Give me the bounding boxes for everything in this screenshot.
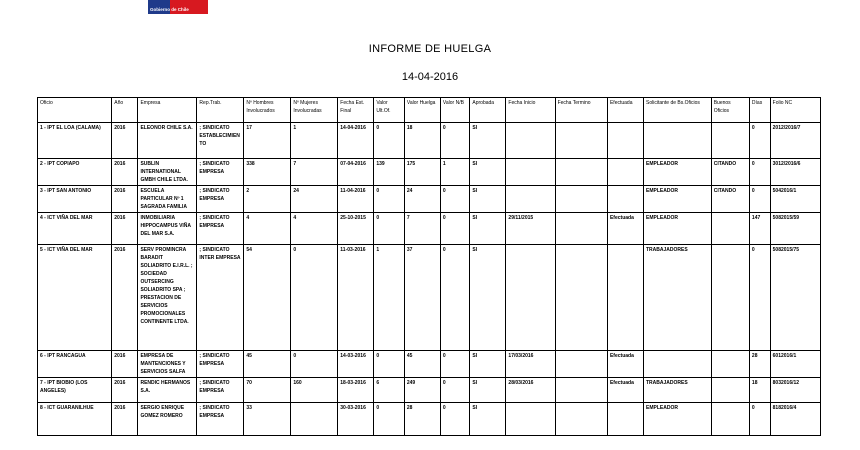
cell-solicitante [644,123,712,159]
table-header-row [38,98,821,123]
cell-rep-trab: ; SINDICATO EMPRESA [197,403,244,436]
cell-valor-ult: 1 [374,245,405,351]
cell-buenos-oficios [711,123,749,159]
cell-fecha-inicio [506,123,555,159]
cell-dias: 0 [749,159,770,186]
cell-buenos-oficios [711,351,749,378]
cell-rep-trab: ; SINDICATO ESTABLECIMIENTO [197,123,244,159]
cell-rep-trab: ; SINDICATO EMPRESA [197,213,244,245]
cell-fecha-inicio: 17/03/2016 [506,351,555,378]
cell-valor-huelga: 28 [404,403,440,436]
col-header-buenos-oficios: Buenos Oficios [711,98,749,123]
cell-fecha-est: 14-03-2016 [338,351,374,378]
cell-efectuada: Efectuada [607,213,643,245]
cell-valor-ult: 0 [374,403,405,436]
cell-oficio: 8 - ICT GUARANILHUE [38,403,112,436]
cell-aprobada: SI [470,186,506,213]
cell-solicitante: EMPLEADOR [644,159,712,186]
col-header-aprobada: Aprobada [470,98,506,123]
cell-folio: 3012/2016/6 [770,159,820,186]
cell-aprobada: SI [470,213,506,245]
col-header-efectuada: Efectuada [607,98,643,123]
report-date: 14-04-2016 [401,71,459,83]
table-row [38,159,821,186]
col-header-dias: Días [749,98,770,123]
cell-mujeres: 1 [291,123,338,159]
cell-valor-huelga: 175 [404,159,440,186]
cell-hombres: 338 [244,159,291,186]
cell-folio: 2012/2016/7 [770,123,820,159]
cell-rep-trab: ; SINDICATO EMPRESA [197,159,244,186]
cell-valor-nb: 0 [440,403,469,436]
table-row [38,123,821,159]
cell-ano: 2016 [112,245,138,351]
cell-hombres: 2 [244,186,291,213]
col-header-folio: Folio NC [770,98,820,123]
cell-valor-nb: 0 [440,186,469,213]
cell-buenos-oficios: CITANDO [711,186,749,213]
cell-mujeres [291,403,338,436]
col-header-fecha-est: Fecha Est. Final [338,98,374,123]
cell-oficio: 7 - IPT BIOBIO (LOS ANGELES) [38,378,112,403]
cell-valor-ult: 139 [374,159,405,186]
cell-fecha-termino [555,123,607,159]
cell-valor-ult: 0 [374,213,405,245]
cell-valor-ult: 0 [374,186,405,213]
cell-oficio: 2 - IPT COPIAPO [38,159,112,186]
cell-valor-huelga: 249 [404,378,440,403]
cell-fecha-inicio [506,245,555,351]
table-row [38,186,821,213]
cell-solicitante: TRABAJADORES [644,245,712,351]
cell-fecha-termino [555,159,607,186]
cell-ano: 2016 [112,159,138,186]
cell-solicitante: EMPLEADOR [644,186,712,213]
cell-fecha-termino [555,378,607,403]
col-header-valor-nb: Valor N/B [440,98,469,123]
col-header-oficio: Oficio [38,98,112,123]
cell-ano: 2016 [112,403,138,436]
cell-hombres: 54 [244,245,291,351]
cell-ano: 2016 [112,123,138,159]
cell-aprobada: SI [470,351,506,378]
cell-ano: 2016 [112,378,138,403]
cell-oficio: 5 - ICT VIÑA DEL MAR [38,245,112,351]
cell-fecha-termino [555,245,607,351]
cell-ano: 2016 [112,186,138,213]
cell-fecha-inicio [506,403,555,436]
cell-valor-nb: 0 [440,245,469,351]
cell-valor-nb: 0 [440,123,469,159]
cell-fecha-termino [555,403,607,436]
logo-text: Gobierno de Chile [150,7,189,12]
cell-hombres: 17 [244,123,291,159]
cell-valor-huelga: 18 [404,123,440,159]
cell-fecha-est: 25-10-2015 [338,213,374,245]
cell-mujeres: 7 [291,159,338,186]
cell-oficio: 1 - IPT EL LOA (CALAMA) [38,123,112,159]
cell-mujeres: 0 [291,245,338,351]
cell-fecha-est: 14-04-2016 [338,123,374,159]
cell-valor-huelga: 24 [404,186,440,213]
cell-dias: 0 [749,186,770,213]
cell-solicitante: EMPLEADOR [644,403,712,436]
cell-hombres: 70 [244,378,291,403]
cell-folio: 5082015/75 [770,245,820,351]
cell-fecha-inicio [506,159,555,186]
cell-efectuada [607,245,643,351]
cell-folio: 8032016/12 [770,378,820,403]
cell-buenos-oficios [711,403,749,436]
cell-fecha-est: 11-04-2016 [338,186,374,213]
table-row [38,351,821,378]
cell-dias: 147 [749,213,770,245]
table-row [38,403,821,436]
cell-oficio: 4 - ICT VIÑA DEL MAR [38,213,112,245]
cell-fecha-est: 18-03-2016 [338,378,374,403]
cell-valor-ult: 6 [374,378,405,403]
cell-rep-trab: ; SINDICATO EMPRESA [197,351,244,378]
col-header-empresa: Empresa [138,98,197,123]
cell-valor-huelga: 37 [404,245,440,351]
cell-fecha-est: 07-04-2016 [338,159,374,186]
cell-empresa: SUBLIN INTERNATIONAL GMBH CHILE LTDA. [138,159,197,186]
col-header-hombres: Nº Hombres Involucrados [244,98,291,123]
cell-fecha-inicio [506,186,555,213]
strike-report-table [37,97,821,436]
cell-fecha-termino [555,213,607,245]
cell-mujeres: 4 [291,213,338,245]
cell-valor-huelga: 7 [404,213,440,245]
cell-valor-ult: 0 [374,123,405,159]
cell-hombres: 33 [244,403,291,436]
cell-aprobada: SI [470,245,506,351]
cell-buenos-oficios [711,245,749,351]
cell-efectuada [607,159,643,186]
cell-solicitante [644,351,712,378]
cell-dias: 18 [749,378,770,403]
cell-valor-nb: 0 [440,213,469,245]
cell-empresa: ELEONOR CHILE S.A. [138,123,197,159]
cell-rep-trab: ; SINDICATO EMPRESA [197,378,244,403]
cell-folio: 8182016/4 [770,403,820,436]
cell-mujeres: 0 [291,351,338,378]
cell-valor-nb: 0 [440,378,469,403]
cell-hombres: 4 [244,213,291,245]
cell-dias: 0 [749,245,770,351]
table-row [38,378,821,403]
cell-efectuada: Efectuada [607,351,643,378]
cell-dias: 0 [749,123,770,159]
cell-fecha-termino [555,186,607,213]
cell-solicitante: TRABAJADORES [644,378,712,403]
cell-fecha-inicio: 28/03/2016 [506,378,555,403]
cell-empresa: RENDIC HERMANOS S.A. [138,378,197,403]
cell-fecha-est: 30-03-2016 [338,403,374,436]
col-header-ano: Año [112,98,138,123]
cell-folio: 5042016/1 [770,186,820,213]
cell-aprobada: SI [470,159,506,186]
cell-efectuada [607,186,643,213]
cell-valor-huelga: 45 [404,351,440,378]
cell-aprobada: SI [470,378,506,403]
cell-ano: 2016 [112,351,138,378]
cell-folio: 6012016/1 [770,351,820,378]
col-header-valor-huelga: Valor Huelga [404,98,440,123]
cell-fecha-inicio: 29/11/2015 [506,213,555,245]
cell-valor-nb: 1 [440,159,469,186]
col-header-fecha-inicio: Fecha Inicio [506,98,555,123]
cell-ano: 2016 [112,213,138,245]
cell-valor-nb: 0 [440,351,469,378]
col-header-mujeres: Nº Mujeres Involucradas [291,98,338,123]
cell-rep-trab: ; SINDICATO INTER EMPRESA [197,245,244,351]
cell-aprobada: SI [470,403,506,436]
gobierno-logo [148,0,208,14]
cell-hombres: 45 [244,351,291,378]
cell-solicitante: EMPLEADOR [644,213,712,245]
table-row [38,213,821,245]
cell-dias: 28 [749,351,770,378]
cell-fecha-termino [555,351,607,378]
cell-folio: 5082015/59 [770,213,820,245]
cell-fecha-est: 11-03-2016 [338,245,374,351]
cell-mujeres: 160 [291,378,338,403]
cell-empresa: EMPRESA DE MANTENCIONES Y SERVICIOS SALFA [138,351,197,378]
col-header-fecha-termino: Fecha Termino [555,98,607,123]
cell-dias: 0 [749,403,770,436]
cell-empresa: SERGIO ENRIQUE GOMEZ ROMERO [138,403,197,436]
cell-buenos-oficios [711,213,749,245]
cell-oficio: 6 - IPT RANCAGUA [38,351,112,378]
cell-efectuada [607,123,643,159]
cell-empresa: INMOBILIARIA HIPPOCAMPUS VIÑA DEL MAR S.A. [138,213,197,245]
cell-rep-trab: ; SINDICATO EMPRESA [197,186,244,213]
cell-valor-ult: 0 [374,351,405,378]
col-header-solicitante: Solicitante de Bs.Oficios [644,98,712,123]
cell-empresa: ESCUELA PARTICULAR Nº 1 SAGRADA FAMILIA [138,186,197,213]
cell-efectuada: Efectuada [607,378,643,403]
cell-buenos-oficios: CITANDO [711,159,749,186]
col-header-valor-ult: Valor Ult.Of. [374,98,405,123]
report-title: INFORME DE HUELGA [368,43,492,55]
table-row [38,245,821,351]
cell-mujeres: 24 [291,186,338,213]
cell-efectuada [607,403,643,436]
cell-aprobada: SI [470,123,506,159]
col-header-rep-trab: Rep.Trab. [197,98,244,123]
cell-empresa: SERV PROMINCRA BARADIT SOLIADRITO E.I.R.L. ; SOCIEDAD OUTSERCING SOLIADRITO SPA ; PRESTACION DE SERVICIOS PROMOCIONALES CONTINENTE LTDA. [138,245,197,351]
cell-buenos-oficios [711,378,749,403]
cell-oficio: 3 - IPT SAN ANTONIO [38,186,112,213]
